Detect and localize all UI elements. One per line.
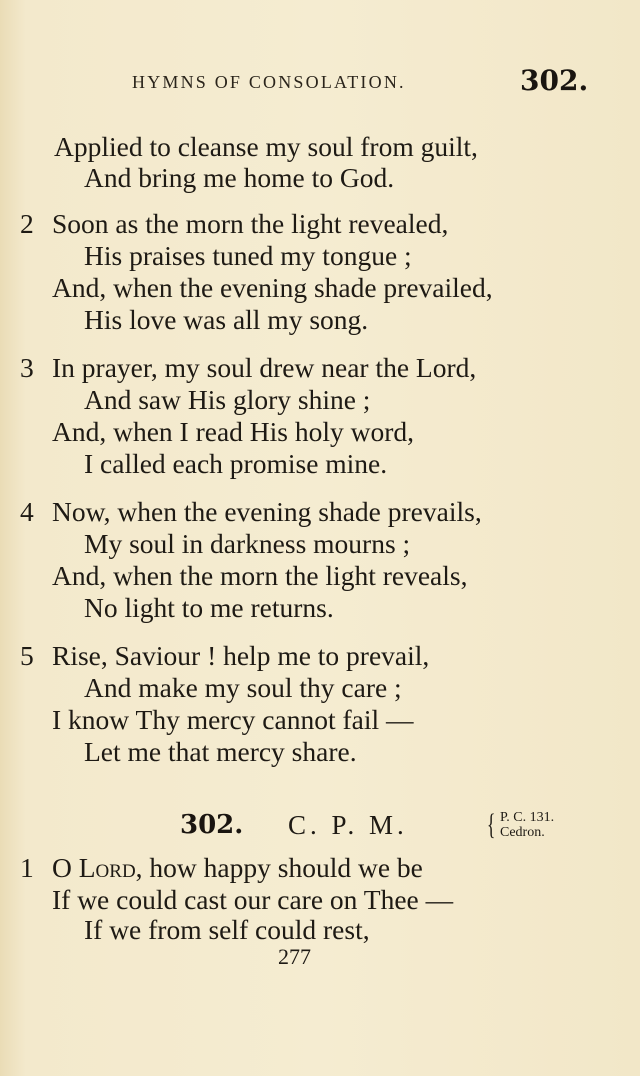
hymn-line: And saw His glory shine ; [84, 384, 371, 415]
first-line-rest: , how happy should we be [135, 852, 423, 883]
page-number: 277 [278, 944, 311, 969]
hymn-line: His praises tuned my tongue ; [84, 240, 412, 271]
brace-icon: { [486, 808, 496, 841]
verse-number: 5 [20, 640, 34, 671]
hymn-line [52, 854, 423, 882]
hymn-number: 302. [180, 810, 244, 840]
tune-ref-number: P. C. 131. [500, 810, 555, 825]
hymn-header [0, 810, 640, 846]
running-title: HYMNS OF CONSOLATION. [132, 72, 406, 92]
tune-reference [500, 810, 554, 840]
verse-number: 1 [20, 852, 34, 883]
hymn-meter: C. P. M. [288, 810, 408, 840]
verse-number: 3 [20, 352, 34, 383]
hymn-line: Now, when the evening shade prevails, [52, 496, 482, 527]
verse-number: 4 [20, 496, 34, 527]
hymn-line: Applied to cleanse my soul from guilt, [54, 131, 478, 162]
hymn-line: If we could cast our care on Thee — [52, 884, 454, 915]
hymn-line: And, when the morn the light reveals, [52, 560, 468, 591]
first-word-smallcaps: ord [95, 852, 136, 883]
hymn-line: If we from self could rest, [84, 914, 370, 945]
first-word-start: O L [52, 852, 96, 883]
hymn-line: I called each promise mine. [84, 448, 388, 479]
hymn-line: In prayer, my soul drew near the Lord, [52, 352, 477, 383]
hymn-line: And, when I read His holy word, [52, 416, 415, 447]
hymn-line: And, when the evening shade prevailed, [52, 272, 493, 303]
hymn-line: And make my soul thy care ; [84, 672, 402, 703]
hymn-line: And bring me home to God. [84, 162, 395, 193]
hymn-line: Let me that mercy share. [84, 736, 357, 767]
hymn-line: His love was all my song. [84, 304, 369, 335]
hymn-line: Rise, Saviour ! help me to prevail, [52, 640, 430, 671]
verse-number: 2 [20, 208, 34, 239]
running-header [0, 66, 640, 102]
tune-name: Cedron. [500, 825, 545, 840]
hymn-line: I know Thy mercy cannot fail — [52, 704, 414, 735]
hymn-line: My soul in darkness mourns ; [84, 528, 411, 559]
hymn-line: Soon as the morn the light revealed, [52, 208, 449, 239]
hymn-line: No light to me returns. [84, 592, 334, 623]
header-hymn-number: 302. [520, 64, 589, 97]
